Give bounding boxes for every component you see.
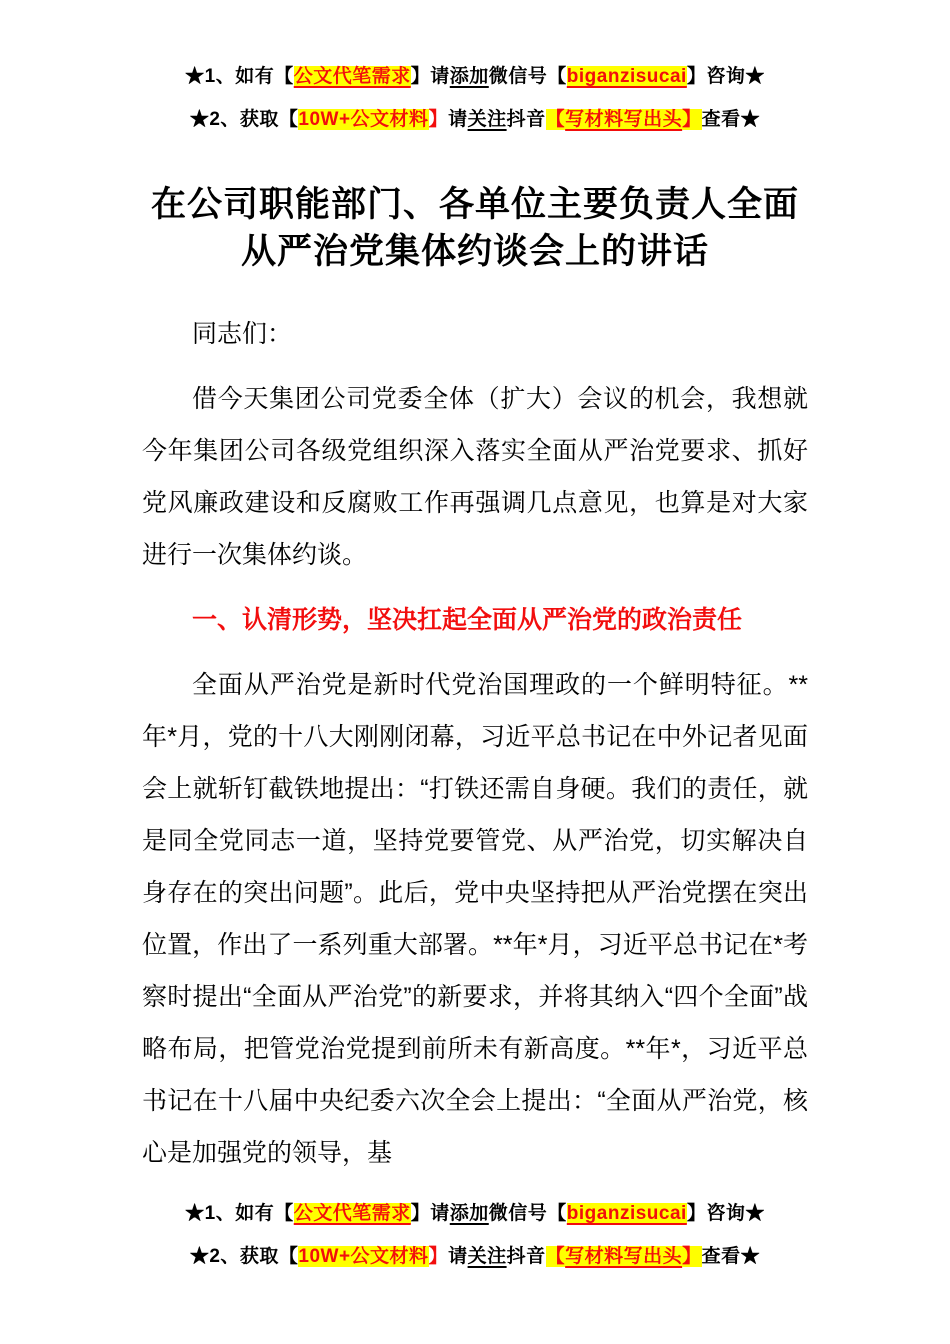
promo-banner-top xyxy=(0,0,950,141)
text-run: biganzisucai xyxy=(566,1203,687,1224)
promo-banner-bottom xyxy=(0,1192,950,1278)
paragraph: 全面从严治党是新时代党治国理政的一个鲜明特征。**年*月，党的十八大刚刚闭幕，习近平总书记在中外记者见面会上就斩钉截铁地提出：“打铁还需自身硬。我们的责任，就是同全党同志一道，坚持党要管党、从严治党，切实解决自身存在的突出问题”。此后，党中央坚持把从严治党摆在突出位置，作出了一系列重大部署。**年*月，习近平总书记在*考察时提出“全面从严治党”的新要求，并将其纳入“四个全面”战略布局，把管党治党提到前所未有新高度。**年*，习近平总书记在十八届中央纪委六次全会上提出：“全面从严治党，核心是加强党的领导，基 xyxy=(142,671,808,1167)
document-title xyxy=(0,181,950,275)
text-run: 【 xyxy=(545,109,566,130)
promo-line-2 xyxy=(0,1235,950,1278)
text-run: 】 xyxy=(682,109,702,130)
paragraph: 同志们： xyxy=(192,320,293,348)
text-run: 】请 xyxy=(410,66,450,87)
text-run: 写材料写出头 xyxy=(565,1246,683,1267)
document-title-line-2: 从严治党集体约谈会上的讲话 xyxy=(240,232,709,271)
text-run: 抖音 xyxy=(506,1246,546,1267)
document-body xyxy=(142,308,808,1179)
text-run: 关注 xyxy=(467,109,507,130)
text-run: 查看★ xyxy=(701,109,761,130)
text-run: 写材料写出头 xyxy=(565,109,683,130)
text-run: 微信号【 xyxy=(488,66,567,87)
text-run: 添加 xyxy=(449,66,489,87)
document-title-line-1: 在公司职能部门、各单位主要负责人全面 xyxy=(150,185,799,224)
text-run: 抖音 xyxy=(506,109,546,130)
text-run: 【 xyxy=(545,1246,566,1267)
promo-line-2 xyxy=(0,98,950,141)
text-run: 微信号【 xyxy=(488,1203,567,1224)
text-run: 10W+公文材料 xyxy=(298,1246,429,1267)
promo-line-1 xyxy=(0,55,950,98)
text-run: ★2、获取【 xyxy=(189,1246,299,1267)
text-run: 请 xyxy=(448,109,468,130)
text-run: 】请 xyxy=(410,1203,450,1224)
text-run: 查看★ xyxy=(701,1246,761,1267)
text-run: 添加 xyxy=(449,1203,489,1224)
text-run: 】咨询★ xyxy=(686,1203,765,1224)
text-run: 公文代笔需求 xyxy=(293,66,411,87)
text-run: 10W+公文材料 xyxy=(298,109,429,130)
promo-line-1 xyxy=(0,1192,950,1235)
text-run: 关注 xyxy=(467,1246,507,1267)
text-run: 】 xyxy=(428,1246,449,1267)
text-run: 】咨询★ xyxy=(686,66,765,87)
text-run: 公文代笔需求 xyxy=(293,1203,411,1224)
text-run: 】 xyxy=(428,109,449,130)
text-run: ★1、如有【 xyxy=(185,66,294,87)
paragraph: 借今天集团公司党委全体（扩大）会议的机会，我想就今年集团公司各级党组织深入落实全面从严治党要求、抓好党风廉政建设和反腐败工作再强调几点意见，也算是对大家进行一次集体约谈。 xyxy=(142,385,808,569)
section-heading: 一、认清形势，坚决扛起全面从严治党的政治责任 xyxy=(192,606,743,634)
text-run: 】 xyxy=(682,1246,702,1267)
text-run: biganzisucai xyxy=(566,66,687,87)
text-run: ★1、如有【 xyxy=(185,1203,294,1224)
text-run: ★2、获取【 xyxy=(189,109,299,130)
text-run: 请 xyxy=(448,1246,468,1267)
